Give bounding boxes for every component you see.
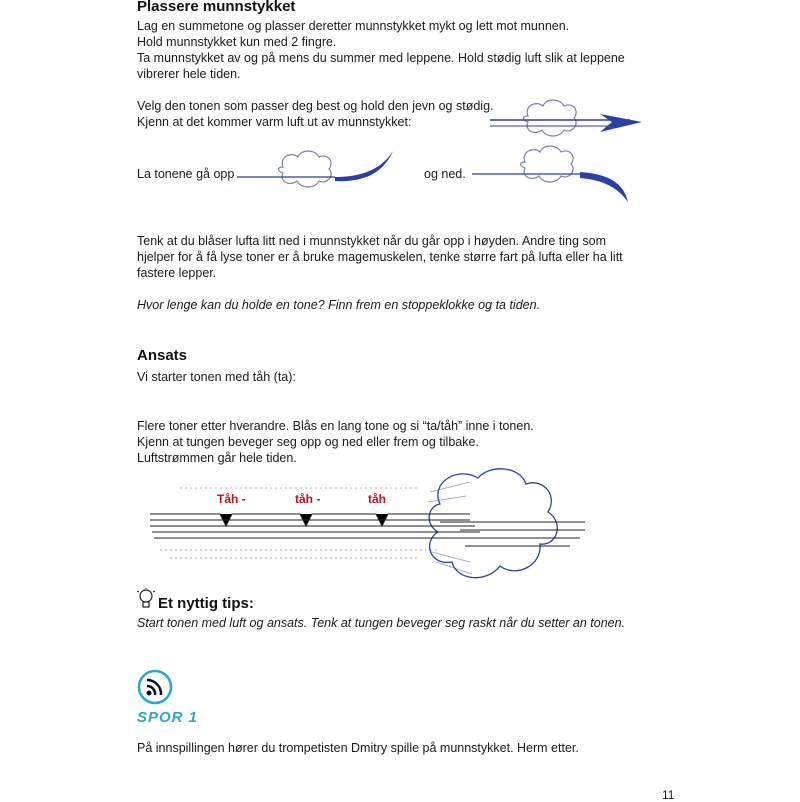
- text-line: Hold munnstykket kun med 2 fingre.: [137, 35, 337, 49]
- text-line: Kjenn at det kommer varm luft ut av munnstykket:: [137, 115, 412, 129]
- syllable-3: tåh: [368, 492, 386, 506]
- text-line: Velg den tonen som passer deg best og hold den jevn og stødig.: [137, 99, 494, 113]
- down-label: og ned.: [424, 167, 466, 181]
- tip-text: Start tonen med luft og ansats. Tenk at tungen beveger seg raskt når du setter an tonen.: [137, 616, 626, 630]
- section-heading-plassere: Plassere munnstykket: [137, 0, 296, 15]
- cloud-icon: [524, 100, 577, 136]
- page-number: 11: [662, 788, 675, 802]
- syllable-1: Tåh -: [217, 492, 246, 506]
- text-line: Lag en summetone og plasser deretter munnstykket mykt og lett mot munnen.: [137, 19, 570, 33]
- cloud-icon: [521, 146, 574, 182]
- section-heading-ansats: Ansats: [137, 347, 188, 364]
- lightbulb-icon: [136, 588, 156, 610]
- tip-heading: Et nyttig tips:: [158, 595, 254, 612]
- text-line: fastere lepper.: [137, 266, 217, 280]
- section1-intro: [137, 18, 625, 82]
- cloud-icon: [429, 469, 557, 578]
- ansats-intro: Vi starter tonen med tåh (ta):: [137, 370, 296, 384]
- text-line: Flere toner etter hverandre. Blås en lang tone og si “ta/tåh” inne i tonen.: [137, 419, 534, 433]
- section1-paragraph: [137, 233, 623, 281]
- ansats-instructions: [137, 418, 534, 466]
- syllable-2: tåh -: [295, 492, 321, 506]
- up-label: La tonene gå opp: [137, 167, 235, 181]
- text-line: Luftstrømmen går hele tiden.: [137, 451, 297, 465]
- cloud-icon: [279, 151, 332, 187]
- rss-play-icon[interactable]: [137, 669, 173, 705]
- straight-airflow-illustration: [480, 90, 650, 150]
- text-line: Tenk at du blåser lufta litt ned i munnstykket når du går opp i høyden. Andre ting som: [137, 234, 607, 248]
- text-line: vibrerer hele tiden.: [137, 67, 241, 81]
- text-line: hjelper for å få lyse toner er å bruke magemuskelen, tenke større fart på lufta eller ha litt: [137, 250, 623, 264]
- down-airflow-illustration: [470, 148, 640, 206]
- stopwatch-question: Hvor lenge kan du holde en tone? Finn frem en stoppeklokke og ta tiden.: [137, 298, 541, 312]
- text-line: Ta munnstykket av og på mens du summer med leppene. Hold stødig luft slik at leppene: [137, 51, 625, 65]
- section1-instructions: [137, 98, 494, 130]
- text-line: Kjenn at tungen beveger seg opp og ned eller frem og tilbake.: [137, 435, 479, 449]
- tongue-airstream-illustration: [140, 462, 600, 592]
- track-text: På innspillingen hører du trompetisten Dmitry spille på munnstykket. Herm etter.: [137, 741, 579, 755]
- up-airflow-illustration: [235, 145, 405, 200]
- track-label: SPOR 1: [137, 709, 199, 726]
